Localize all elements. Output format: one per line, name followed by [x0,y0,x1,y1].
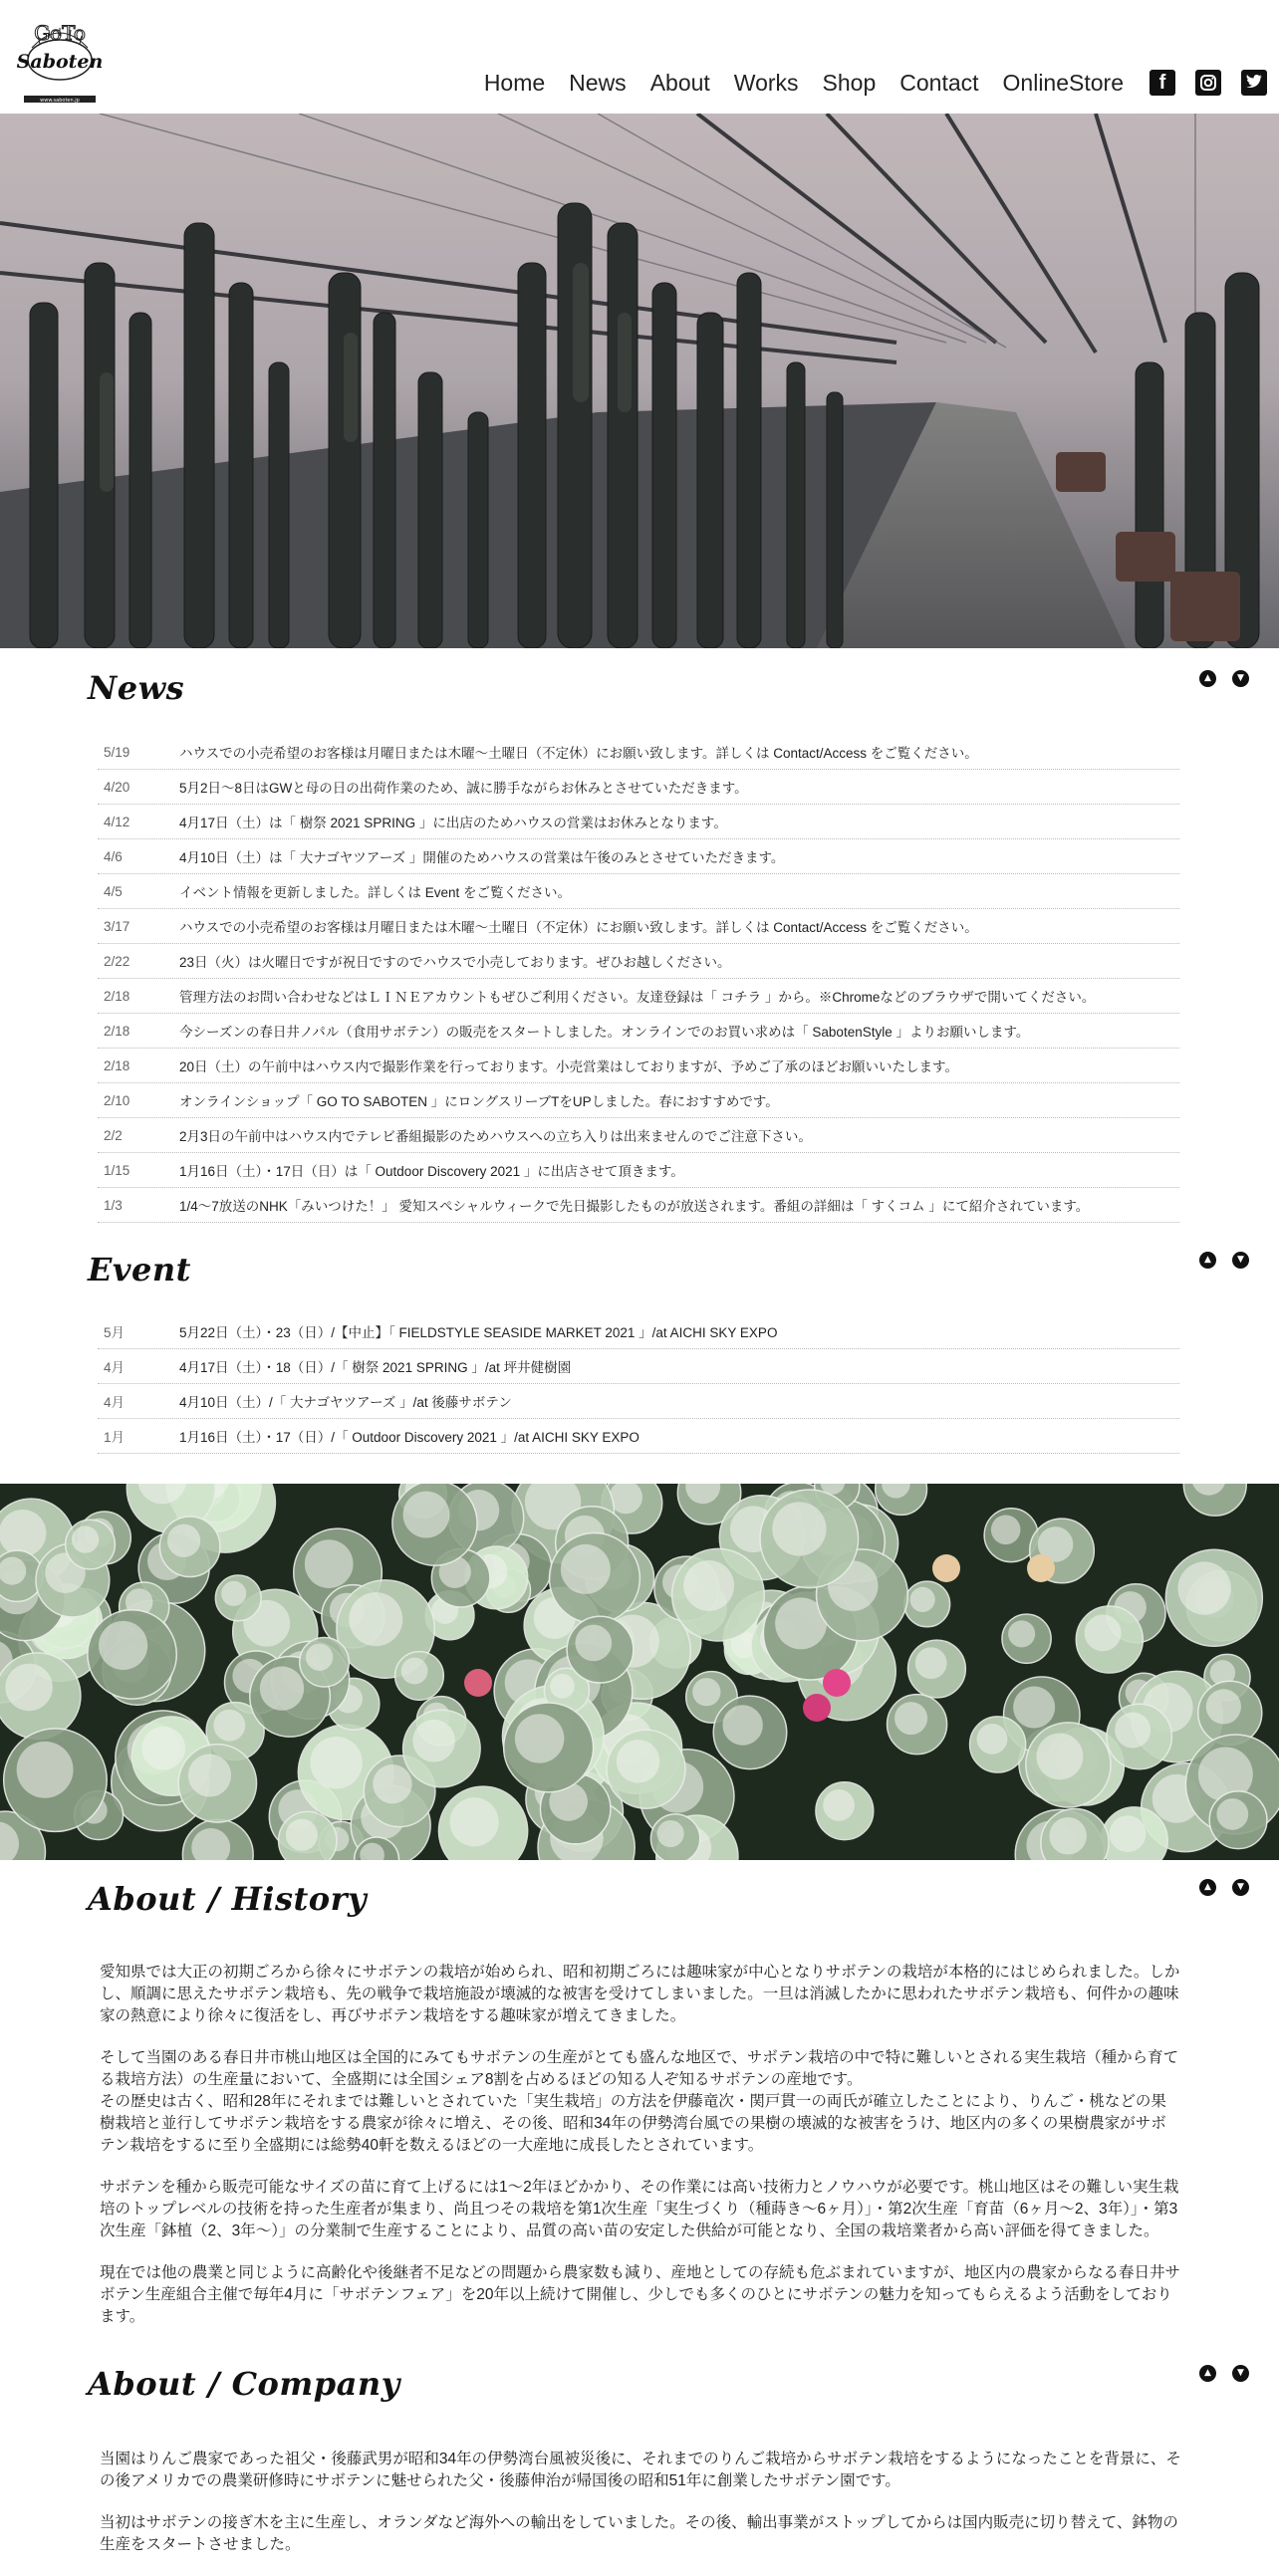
news-text: 1月16日（土）・17日（日）は「 Outdoor Discovery 2021 」に出店させて頂きます。 [179,1164,684,1179]
event-text: 1月16日（土）・17（日）/「 Outdoor Discovery 2021 」/at AICHI SKY EXPO [179,1430,640,1445]
news-item[interactable] [98,909,1179,944]
scroll-down-icon[interactable]: ▼ [1232,670,1249,687]
news-item[interactable] [98,1083,1179,1118]
news-list [98,735,1179,1223]
scroll-up-icon[interactable]: ▲ [1199,1879,1216,1896]
news-item[interactable] [98,1188,1179,1223]
event-date: 4月 [104,1395,126,1410]
event-item[interactable] [98,1349,1179,1384]
history-arrows [1199,1879,1249,1896]
news-date: 5/19 [104,744,130,760]
event-item[interactable] [98,1384,1179,1419]
news-item[interactable] [98,735,1179,770]
svg-text:www.saboten.jp: www.saboten.jp [40,98,80,104]
site-header [0,0,1279,114]
cactus-image [0,1484,1279,1860]
news-item[interactable] [98,1153,1179,1188]
news-date: 4/20 [104,779,130,795]
nav-works[interactable]: Works [733,69,799,96]
news-text: 管理方法のお問い合わせなどはＬＩＮＥアカウントもぜひご利用ください。友達登録は「 コチラ 」から。※Chromeなどのブラウザで開いてください。 [179,990,1096,1005]
news-item[interactable] [98,979,1179,1014]
news-item[interactable] [98,1049,1179,1083]
main-nav [484,70,1267,96]
nav-contact[interactable]: Contact [899,69,979,96]
news-text: 2月3日の午前中はハウス内でテレビ番組撮影のためハウスへの立ち入りは出来ませんのでご注意下さい。 [179,1129,812,1144]
news-date: 2/18 [104,1023,130,1039]
news-text: 4月10日（土）は「 大ナゴヤツアーズ 」開催のためハウスの営業は午後のみとさせていただきます。 [179,850,785,865]
news-date: 2/2 [104,1127,123,1143]
news-text: 1/4～7放送のNHK「みいつけた！」 愛知スペシャルウィークで先日撮影したものが放送されます。番組の詳細は「 すくコム 」にて紹介されています。 [179,1199,1090,1214]
news-text: ハウスでの小売希望のお客様は月曜日または木曜～土曜日（不定休）にお願い致します。詳しくは Contact/Access をご覧ください。 [179,746,978,761]
nav-shop[interactable]: Shop [822,69,877,96]
greenhouse-image [0,114,1279,648]
news-item[interactable] [98,1014,1179,1049]
news-item[interactable] [98,1118,1179,1153]
event-text: 5月22日（土）・23（日）/【中止】「 FIELDSTYLE SEASIDE MARKET 2021 」/at AICHI SKY EXPO [179,1325,778,1340]
scroll-down-icon[interactable]: ▼ [1232,2365,1249,2382]
news-item[interactable] [98,839,1179,874]
history-paragraph: サボテンを種から販売可能なサイズの苗に育て上げるには1～2年ほどかかり、その作業には高い技術力とノウハウが必要です。桃山地区はその難しい実生栽培のトップレベルの技術を持った生産者が集まり、尚且つその栽培を第1次生産「実生づくり（種蒔き～6ヶ月）」・第2次生産「育苗（6ヶ月～2、3年）」・第3次生産「鉢植（2、3年～）」の分業制で生産することにより、品質の高い苗の安定した供給が可能となり、全国の栽培業者から高い評価を得てきました。 [100,2179,1179,2239]
event-item[interactable] [98,1419,1179,1454]
history-paragraph: 現在では他の農業と同じように高齢化や後継者不足などの問題から農家数も減り、産地としての存続も危ぶまれていますが、地区内の農家からなる春日井サボテン生産組合主催で毎年4月に「サボテンフェア」を20年以上続けて開催し、少しでも多くのひとにサボテンの魅力を知ってもらえるよう活動をしております。 [100,2264,1181,2325]
news-date: 3/17 [104,918,130,934]
news-text: 今シーズンの春日井ノパル（食用サボテン）の販売をスタートしました。オンラインでのお買い求めは「 SabotenStyle 」よりお願いします。 [179,1025,1030,1040]
svg-text:Saboten: Saboten [16,51,104,73]
event-text: 4月10日（土）/「 大ナゴヤツアーズ 」/at 後藤サボテン [179,1395,512,1410]
twitter-icon[interactable] [1241,70,1267,96]
history-text [100,1962,1181,2348]
saboten-logo-icon [10,8,110,108]
news-arrows [1199,670,1249,687]
scroll-down-icon[interactable]: ▼ [1232,1252,1249,1269]
news-text: イベント情報を更新しました。詳しくは Event をご覧ください。 [179,885,572,900]
news-text: 4月17日（土）は「 樹祭 2021 SPRING 」に出店のためハウスの営業はお休みとなります。 [179,816,727,830]
news-title: News [88,669,185,707]
history-paragraph: そして当園のある春日井市桃山地区は全国的にみてもサボテンの生産がとても盛んな地区で、サボテン栽培の中で特に難しいとされる実生栽培（種から育てる栽培方法）の生産量において、全盛期には全国シェア8割を占めるほどの知る人ぞ知るサボテンの産地です。 [100,2049,1179,2088]
news-item[interactable] [98,874,1179,909]
news-text: 20日（土）の午前中はハウス内で撮影作業を行っております。小売営業はしておりますが、予めご了承のほどお願いいたします。 [179,1059,958,1074]
history-paragraph: その歴史は古く、昭和28年にそれまでは難しいとされていた「実生栽培」の方法を伊藤竜次・関戸貫一の両氏が確立したことにより、りんご・桃などの果樹栽培と並行してサボテン栽培をする農家が徐々に増え、その後、昭和34年の伊勢湾台風での果樹の壊滅的な被害をうけ、地区内の多くの果樹農家がサボテン栽培をするに至り全盛期には総勢40軒を数えるほどの一大産地に成長したとされています。 [100,2093,1166,2154]
instagram-icon[interactable] [1195,70,1221,96]
news-text: 23日（火）は火曜日ですが祝日ですのでハウスで小売しております。ぜひお越しください。 [179,955,731,970]
news-date: 4/12 [104,814,130,829]
event-arrows [1199,1252,1249,1269]
svg-text:GoTo: GoTo [34,21,86,45]
news-text: 5月2日～8日はGWと母の日の出荷作業のため、誠に勝手ながらお休みとさせていただきます。 [179,781,748,796]
company-title: About / Company [88,2365,400,2403]
event-date: 4月 [104,1360,126,1375]
company-arrows [1199,2365,1249,2382]
nav-news[interactable]: News [569,69,627,96]
news-date: 2/18 [104,1057,130,1073]
hero-greenhouse-photo [0,114,1279,648]
history-title: About / History [88,1880,368,1918]
news-text: オンラインショップ「 GO TO SABOTEN 」にロングスリーブTをUPしました。春におすすめです。 [179,1094,779,1109]
news-date: 1/3 [104,1197,123,1213]
scroll-up-icon[interactable]: ▲ [1199,670,1216,687]
event-list [98,1314,1179,1454]
event-title: Event [88,1251,191,1288]
event-text: 4月17日（土）・18（日）/「 樹祭 2021 SPRING 」/at 坪井健樹園 [179,1360,572,1375]
news-date: 1/15 [104,1162,130,1178]
news-item[interactable] [98,944,1179,979]
site-logo[interactable] [10,8,110,108]
news-text: ハウスでの小売希望のお客様は月曜日または木曜～土曜日（不定休）にお願い致します。詳しくは Contact/Access をご覧ください。 [179,920,978,935]
history-paragraph: 愛知県では大正の初期ごろから徐々にサボテンの栽培が始められ、昭和初期ごろには趣味家が中心となりサボテンの栽培が本格的にはじめられました。しかし、順調に思えたサボテン栽培も、先の戦争で栽培施設が壊滅的な被害を受けてしまいました。一旦は消滅したかに思われたサボテン栽培も、何件かの趣味家の熱意により徐々に復活をし、再びサボテン栽培をする趣味家が増えてきました。 [100,1964,1180,2024]
company-paragraph: 当初はサボテンの接ぎ木を主に生産し、オランダなど海外への輸出をしていました。その後、輸出事業がストップしてからは国内販売に切り替えて、鉢物の生産をスタートさせました。 [100,2514,1178,2553]
news-date: 4/5 [104,883,123,899]
news-date: 2/18 [104,988,130,1004]
facebook-icon[interactable]: f [1150,70,1175,96]
news-date: 2/22 [104,953,130,969]
cactus-closeup-photo [0,1484,1279,1860]
news-item[interactable] [98,805,1179,839]
scroll-down-icon[interactable]: ▼ [1232,1879,1249,1896]
company-paragraph: 当園はりんご農家であった祖父・後藤武男が昭和34年の伊勢湾台風被災後に、それまでのりんご栽培からサボテン栽培をするようになったことを背景に、その後アメリカでの農業研修時にサボテンに魅せられた父・後藤伸治が帰国後の昭和51年に創業したサボテン園です。 [100,2451,1181,2489]
news-date: 2/10 [104,1092,130,1108]
nav-home[interactable]: Home [483,69,546,96]
nav-about[interactable]: About [649,69,710,96]
nav-onlinestore[interactable]: OnlineStore [1002,69,1124,96]
scroll-up-icon[interactable]: ▲ [1199,1252,1216,1269]
scroll-up-icon[interactable]: ▲ [1199,2365,1216,2382]
event-item[interactable] [98,1314,1179,1349]
news-item[interactable] [98,770,1179,805]
event-date: 1月 [104,1430,126,1445]
news-date: 4/6 [104,848,123,864]
event-date: 5月 [104,1325,126,1340]
